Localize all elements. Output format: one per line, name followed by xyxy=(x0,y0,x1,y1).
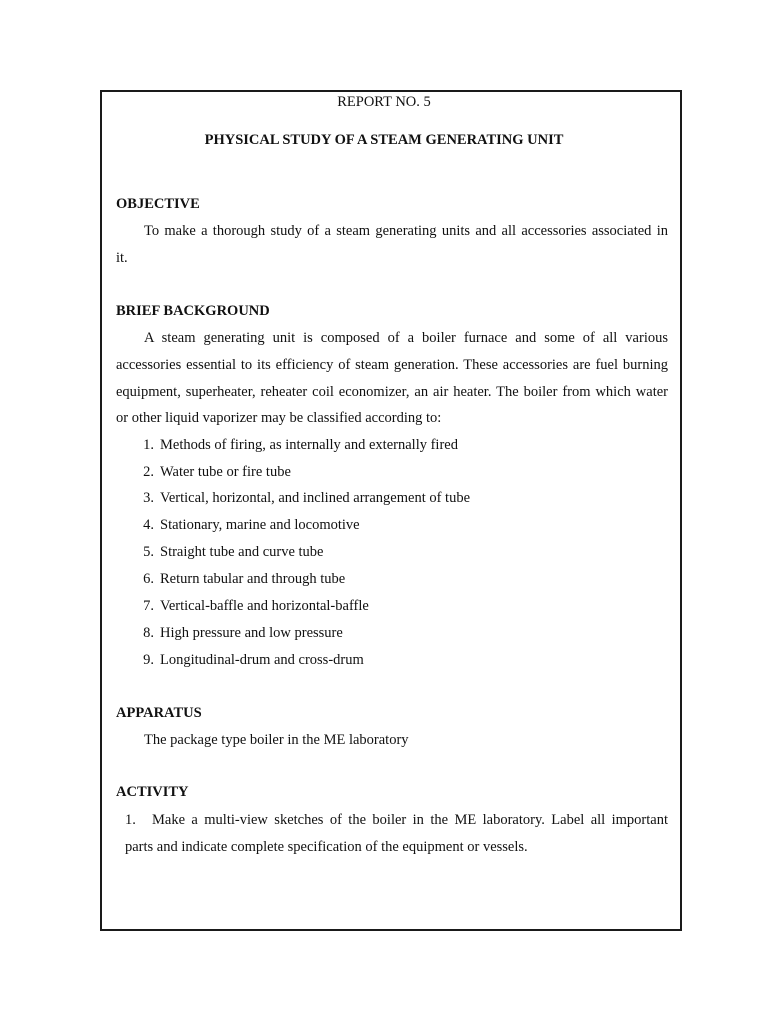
list-item-number: 9. xyxy=(143,652,154,668)
activity-line-1: Make a multi-view sketches of the boiler in the ME laboratory. Label all important xyxy=(152,812,668,828)
list-item: High pressure and low pressure xyxy=(160,625,343,641)
background-heading: BRIEF BACKGROUND xyxy=(116,303,270,319)
background-line-1: A steam generating unit is composed of a boiler furnace and some of all various xyxy=(144,330,668,346)
report-number: REPORT NO. 5 xyxy=(337,94,431,110)
list-item: Vertical, horizontal, and inclined arrangement of tube xyxy=(160,490,471,506)
list-item-number: 4. xyxy=(143,517,154,533)
list-item: Stationary, marine and locomotive xyxy=(160,517,360,533)
background-line-3: equipment, superheater, reheater coil economizer, an air heater. The boiler from which water xyxy=(116,384,668,400)
list-item: Return tabular and through tube xyxy=(160,571,346,587)
objective-line-1: To make a thorough study of a steam generating units and all accessories associated in xyxy=(144,223,668,239)
list-item: Straight tube and curve tube xyxy=(160,544,324,560)
objective-line-2: it. xyxy=(116,250,128,266)
report-title: PHYSICAL STUDY OF A STEAM GENERATING UNIT xyxy=(204,132,564,148)
list-item: Longitudinal-drum and cross-drum xyxy=(160,652,364,668)
background-line-4: or other liquid vaporizer may be classified according to: xyxy=(116,410,442,426)
report-border-frame xyxy=(100,90,682,931)
objective-heading: OBJECTIVE xyxy=(116,196,200,212)
list-item-number: 7. xyxy=(143,598,154,614)
list-item: Methods of firing, as internally and externally fired xyxy=(160,437,458,453)
list-item-number: 6. xyxy=(143,571,154,587)
list-item: Water tube or fire tube xyxy=(160,464,291,480)
list-item-number: 3. xyxy=(143,490,154,506)
background-line-2: accessories essential to its efficiency of steam generation. These accessories are fuel burning xyxy=(116,357,668,373)
activity-heading: ACTIVITY xyxy=(116,784,189,800)
list-item-number: 1. xyxy=(143,437,154,453)
list-item-number: 8. xyxy=(143,625,154,641)
list-item: Vertical-baffle and horizontal-baffle xyxy=(160,598,369,614)
apparatus-heading: APPARATUS xyxy=(116,705,202,721)
activity-line-2: parts and indicate complete specification of the equipment or vessels. xyxy=(125,839,528,855)
list-item-number: 5. xyxy=(143,544,154,560)
activity-item-number: 1. xyxy=(125,812,136,828)
apparatus-text: The package type boiler in the ME laboratory xyxy=(144,732,409,748)
list-item-number: 2. xyxy=(143,464,154,480)
